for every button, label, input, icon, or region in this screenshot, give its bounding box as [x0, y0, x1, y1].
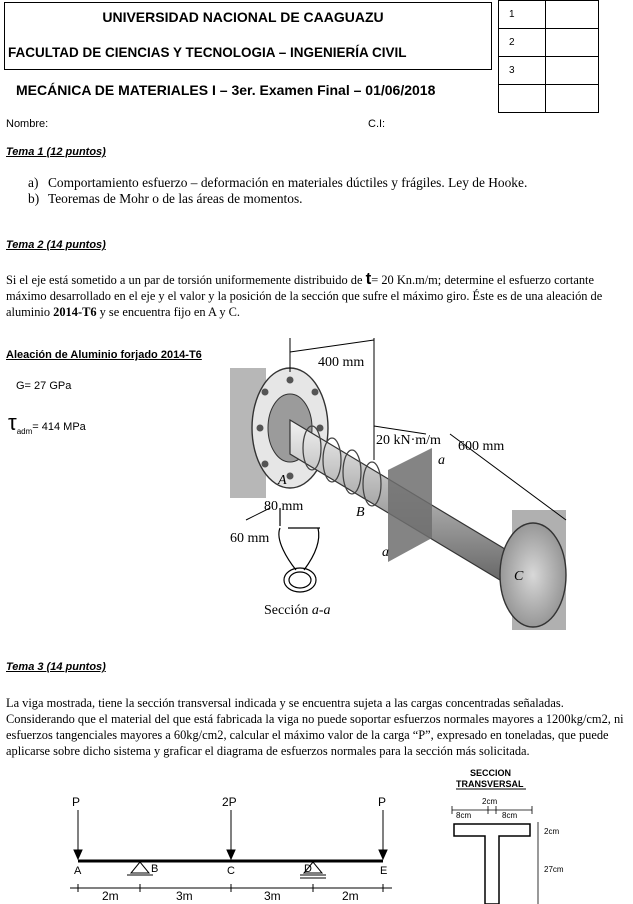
- section-a-bottom: a: [382, 545, 389, 560]
- score-row: [499, 1, 599, 29]
- g-value: G= 27 GPa: [16, 380, 72, 392]
- dim-web: 2cm: [482, 797, 498, 806]
- score-row-label: 1: [499, 1, 546, 29]
- dim-flange-left: 8cm: [456, 811, 472, 820]
- section-title-2: TRANSVERSAL: [456, 779, 524, 789]
- torque-label: 20 kN·m/m: [376, 433, 441, 448]
- point-b: B: [356, 505, 365, 520]
- section-name: a-a: [311, 603, 331, 618]
- point-e-beam: E: [380, 865, 388, 877]
- score-cell: [546, 57, 599, 85]
- score-row-label: 3: [499, 57, 546, 85]
- dim-flange-thk: 2cm: [544, 827, 560, 836]
- tau-adm: [8, 410, 86, 436]
- span-4: 2m: [342, 889, 359, 903]
- item-marker: a): [28, 175, 39, 190]
- item-text: Teoremas de Mohr o de las áreas de momentos.: [48, 191, 303, 206]
- exam-title: MECÁNICA DE MATERIALES I – 3er. Examen Final – 01/06/2018: [16, 82, 436, 98]
- score-table: [498, 0, 599, 113]
- t-section-figure: [440, 766, 630, 904]
- load-p-right: P: [378, 795, 387, 809]
- dim-60: 60 mm: [230, 531, 270, 546]
- span-1: 2m: [102, 889, 119, 903]
- list-item: [28, 191, 527, 207]
- university-name: UNIVERSIDAD NACIONAL DE CAAGUAZU: [102, 9, 384, 25]
- item-marker: b): [28, 191, 40, 206]
- section-prefix: Sección: [264, 603, 312, 618]
- tema3-title: Tema 3 (14 puntos): [6, 661, 106, 673]
- point-c: C: [514, 569, 524, 584]
- score-row: [499, 85, 599, 113]
- point-b-beam: B: [151, 863, 159, 875]
- tema2-statement: [6, 269, 632, 320]
- faculty-name: FACULTAD DE CIENCIAS Y TECNOLOGIA – INGENIERÍA CIVIL: [8, 45, 407, 60]
- point-a: A: [278, 473, 287, 488]
- score-row-label: [499, 85, 546, 113]
- load-2p: 2P: [222, 795, 237, 809]
- score-row: [499, 29, 599, 57]
- tau-adm-symbol: τ: [8, 410, 17, 435]
- dim-height: 27cm: [544, 865, 564, 874]
- tau-adm-value: = 414 MPa: [32, 421, 86, 433]
- material-title: Aleación de Aluminio forjado 2014-T6: [6, 349, 202, 361]
- section-label: [264, 603, 331, 618]
- point-a-beam: A: [74, 865, 82, 877]
- score-cell: [546, 29, 599, 57]
- shaft-figure: [200, 330, 585, 630]
- section-plane: [388, 448, 432, 562]
- load-arrows: [74, 810, 387, 859]
- alloy-name: 2014-T6: [53, 305, 97, 319]
- item-text: Comportamiento esfuerzo – deformación en materiales dúctiles y frágiles. Ley de Hooke.: [48, 175, 528, 190]
- point-c-beam: C: [227, 865, 235, 877]
- span-2: 3m: [176, 889, 193, 903]
- dim-600: 600 mm: [458, 439, 505, 454]
- list-item: [28, 175, 527, 191]
- section-sketch: [279, 508, 320, 592]
- section-title-1: SECCION: [470, 768, 512, 778]
- point-d-beam: D: [304, 863, 312, 875]
- dim-400: 400 mm: [318, 355, 365, 370]
- dim-flange-right: 8cm: [502, 811, 518, 820]
- tau-adm-sub: adm: [16, 427, 33, 437]
- tema1-title: Tema 1 (12 puntos): [6, 146, 106, 158]
- tema1-list: [28, 175, 527, 207]
- section-a-top: a: [438, 453, 445, 468]
- t-section-shape: [454, 824, 530, 904]
- ci-label: C.I:: [368, 118, 386, 130]
- tema2-text-1: Si el eje está sometido a un par de torsión uniformemente distribuido de: [6, 273, 366, 287]
- tema2-title: Tema 2 (14 puntos): [6, 239, 106, 251]
- score-row: [499, 57, 599, 85]
- tema3-statement: La viga mostrada, tiene la sección transversal indicada y se encuentra sujeta a las cargas concentradas señaladas. Considerando que el material del que está fabricada la viga no puede soportar esfuerzos normales mayores a 1200kg/cm2, ni esfuerzos tangenciales mayores a 60kg/cm2, calcular el máximo valor de la carga “P”, expresado en toneladas, que puede aplicarse sobre dicho sistema y graficar el diagrama de esfuerzos normales para la sección más solicitada.: [6, 696, 624, 758]
- score-cell: [546, 85, 599, 113]
- load-p-left: P: [72, 795, 81, 809]
- score-cell: [546, 1, 599, 29]
- span-3: 3m: [264, 889, 281, 903]
- tema2-text-2: = 20 Kn.m/m; determine el esfuerzo cortante máximo desarrollado en el eje y el valor y la posición de la sección que sufre el máximo giro. Éste es de una aleación de aluminio: [6, 273, 603, 319]
- flange-c: [500, 523, 566, 627]
- tema2-text-3: y se encuentra fijo en A y C.: [96, 305, 241, 319]
- name-label: Nombre:: [6, 118, 49, 130]
- beam-figure: [0, 770, 420, 904]
- tau-symbol: t: [365, 269, 372, 288]
- score-row-label: 2: [499, 29, 546, 57]
- dim-80: 80 mm: [264, 499, 304, 514]
